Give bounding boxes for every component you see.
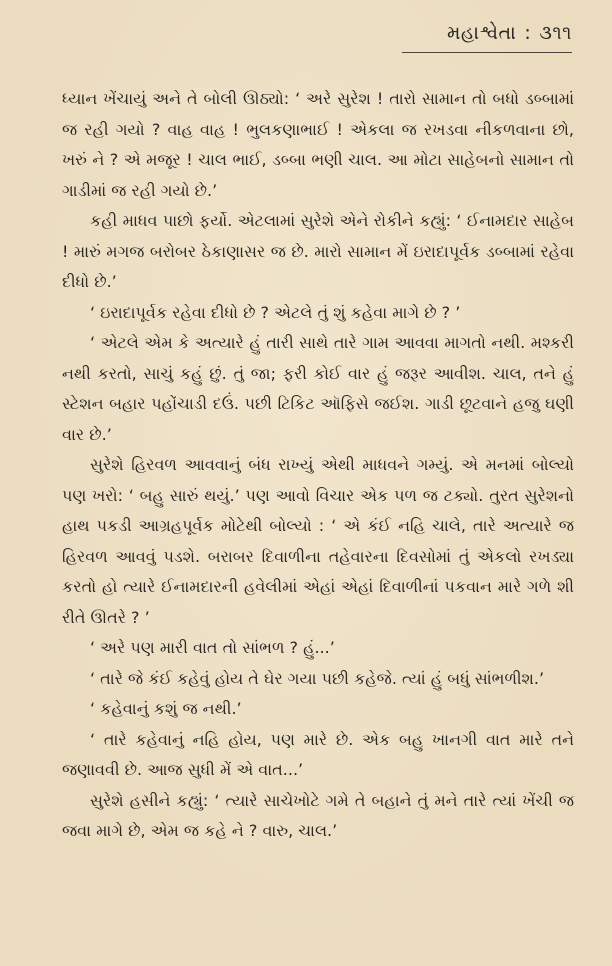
paragraph: ‘ તારે કહેવાનું નહિ હોય, પણ મારે છે. એક બહુ ખાનગી વાત મારે તને જણાવવી છે. આજ સુધી મેં એ વાત...’ [62,729,574,779]
title-separator: : [524,22,532,44]
paragraph: ‘ ઇરાદાપૂર્વક રહેવા દીધો છે ? એટલે તું શું કહેવા માગે છે ? ’ [90,302,461,322]
paragraph: ‘ કહેવાનું કશું જ નથી.’ [90,699,242,718]
paragraph: ‘ તારે જે કંઈ કહેવું હોય તે ઘેર ગયા પછી કહેજે. ત્યાં હું બધું સાંભળીશ.’ [90,668,545,688]
header-rule [402,52,572,53]
paragraph: કહી માધવ પાછો ફર્યો. એટલામાં સુરેશે એને રોકીને કહ્યું: ‘ ઈનામદાર સાહેબ ! મારું મગજ બરોબર ઠેકાણાસર જ છે. મારો સામાન મેં ઇરાદાપૂર્વક ડબ્બામાં રહેવા દીધો છે.’ [62,211,574,291]
book-title: મહાશ્વેતા [446,22,517,44]
paragraph: સુરેશે હિરવળ આવવાનું બંધ રાખ્યું એથી માધવને ગમ્યું. એ મનમાં બોલ્યો પણ ખરો: ‘ બહુ સારું થયું.’ પણ આવો વિચાર એક પળ જ ટક્યો. તુરત સુરેશનો હાથ પકડી આગ્રહપૂર્વક મોટેથી બોલ્યો : ‘ એ કંઈ નહિ ચાલે, તારે અત્યારે જ હિરવળ આવવું પડશે. બરાબર દિવાળીના તહેવારના દિવસોમાં તું એકલો રખડ્યા કરતો હો ત્યારે ઈનામદારની હવેલીમાં એહાં એહાં દિવાળીનાં પકવાન મારે ગળે શી રીતે ઊતરે ? ’ [62,455,574,627]
paragraph: ‘ અરે પણ મારી વાત તો સાંભળ ? હું...’ [90,638,335,657]
running-head [447,22,572,44]
paragraph: ‘ એટલે એમ કે અત્યારે હું તારી સાથે તારે ગામ આવવા માગતો નથી. મશ્કરી નથી કરતો, સાચું કહું છું. તું જા; ફરી કોઈ વાર હું જરૂર આવીશ. ચાલ, તને હું સ્ટેશન બહાર પહોંચાડી દઉં. પછી ટિકિટ ઑફિસે જઈશ. ગાડી છૂટવાને હજુ ઘણી વાર છે.’ [62,333,574,444]
text-body [62,84,574,847]
paragraph: સુરેશે હસીને કહ્યું: ‘ ત્યારે સાચેખોટે ગમે તે બહાને તું મને તારે ત્યાં ખેંચી જ જવા માગે છે, એમ જ કહે ને ? વારુ, ચાલ.’ [62,790,574,840]
page-number: ૩૧૧ [539,22,572,44]
paragraph: ધ્યાન ખેંચાયું અને તે બોલી ઊઠ્યો: ‘ અરે સુરેશ ! તારો સામાન તો બધો ડબ્બામાં જ રહી ગયો ? વાહ વાહ ! ભુલકણાભાઈ ! એકલા જ રખડવા નીકળવાના છો, ખરું ને ? એ મજૂર ! ચાલ ભાઈ, ડબ્બા ભણી ચાલ. આ મોટા સાહેબનો સામાન તો ગાડીમાં જ રહી ગયો છે.’ [62,89,574,200]
